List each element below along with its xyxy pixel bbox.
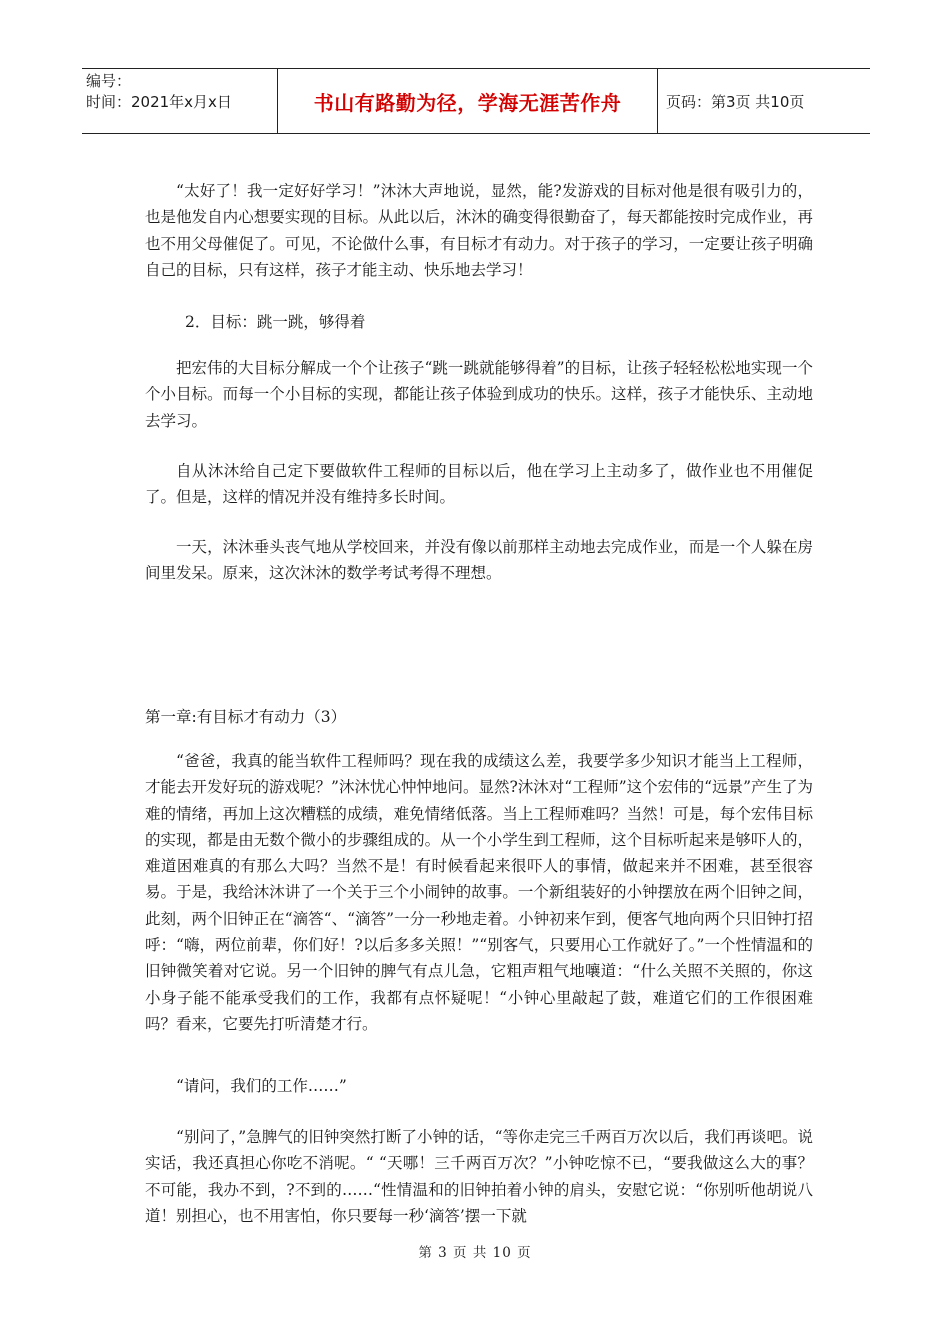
chapter-heading: 第一章:有目标才有动力（3） — [145, 708, 347, 726]
document-date: 时间：2021年x月x日 — [86, 93, 232, 111]
paragraph-2: 把宏伟的大目标分解成一个个让孩子“跳一跳就能够得着”的目标，让孩子轻轻松松地实现一个个小目标。而每一个小目标的实现，都能让孩子体验到成功的快乐。这样，孩子才能快乐、主动地去学习。 — [145, 359, 813, 430]
paragraph-5: “爸爸，我真的能当软件工程师吗？现在我的成绩这么差，我要学多少知识才能当上工程师，才能去开发好玩的游戏呢？”沐沐忧心忡忡地问。显然?沐沐对“工程师”这个宏伟的“远景”产生了为难的情绪，再加上这次糟糕的成绩，难免情绪低落。当上工程师难吗？当然！可是，每个宏伟目标的实现，都是由无数个微小的步骤组成的。从一个小学生到工程师，这个目标听起来是够吓人的，难道困难真的有那么大吗？当然不是！有时候看起来很吓人的事情，做起来并不困难，甚至很容易。于是，我给沐沐讲了一个关于三个小闹钟的故事。一个新组装好的小钟摆放在两个旧钟之间，此刻，两个旧钟正在“滴答“、“滴答”一分一秒地走着。小钟初来乍到，便客气地向两个只旧钟打招呼：“嗨，两位前辈，你们好！?以后多多关照！”“别客气，只要用心工作就好了。”一个性情温和的旧钟微笑着对它说。另一个旧钟的脾气有点儿急，它粗声粗气地嚷道：“什么关照不关照的，你这小身子能不能承受我们的工作，我都有点怀疑呢！“小钟心里敲起了鼓，难道它们的工作很困难吗？看来，它要先打听清楚才行。 — [145, 752, 813, 1033]
header-page-info: 页码：第3页 共10页 — [666, 92, 805, 111]
paragraph-7: “别问了，”急脾气的旧钟突然打断了小钟的话，“等你走完三千两百万次以后，我们再谈吧。说实话，我还真担心你吃不消呢。“ “天哪！三千两百万次？”小钟吃惊不已，“要我做这么大的事？不可能，我办不到，?不到的……“性情温和的旧钟拍着小钟的肩头，安慰它说：“你别听他胡说八道！别担心，也不用害怕，你只要每一秒‘滴答’摆一下就 — [145, 1128, 813, 1225]
section-heading: 2．目标：跳一跳，够得着 — [185, 313, 366, 331]
page-footer: 第 3 页 共 10 页 — [418, 1245, 532, 1261]
header-page-cell — [658, 69, 870, 133]
paragraph-4: 一天，沐沐垂头丧气地从学校回来，并没有像以前那样主动地去完成作业，而是一个人躲在房间里发呆。原来，这次沐沐的数学考试考得不理想。 — [145, 538, 813, 583]
header-motto: 书山有路勤为径，学海无涯苦作舟 — [313, 90, 622, 115]
header-table — [82, 68, 870, 134]
header-meta-cell — [82, 69, 278, 133]
paragraph-6: “请问，我们的工作……” — [176, 1077, 347, 1095]
paragraph-1: “太好了！我一定好好学习！”沐沐大声地说，显然，能?发游戏的目标对他是很有吸引力的，也是他发自内心想要实现的目标。从此以后，沐沐的确变得很勤奋了，每天都能按时完成作业，再也不用父母催促了。可见，不论做什么事，有目标才有动力。对于孩子的学习，一定要让孩子明确自己的目标，只有这样，孩子才能主动、快乐地去学习！ — [145, 182, 813, 279]
document-number-label: 编号： — [86, 72, 132, 90]
header-motto-cell — [278, 69, 658, 133]
paragraph-3: 自从沐沐给自己定下要做软件工程师的目标以后，他在学习上主动多了，做作业也不用催促了。但是，这样的情况并没有维持多长时间。 — [145, 462, 813, 507]
